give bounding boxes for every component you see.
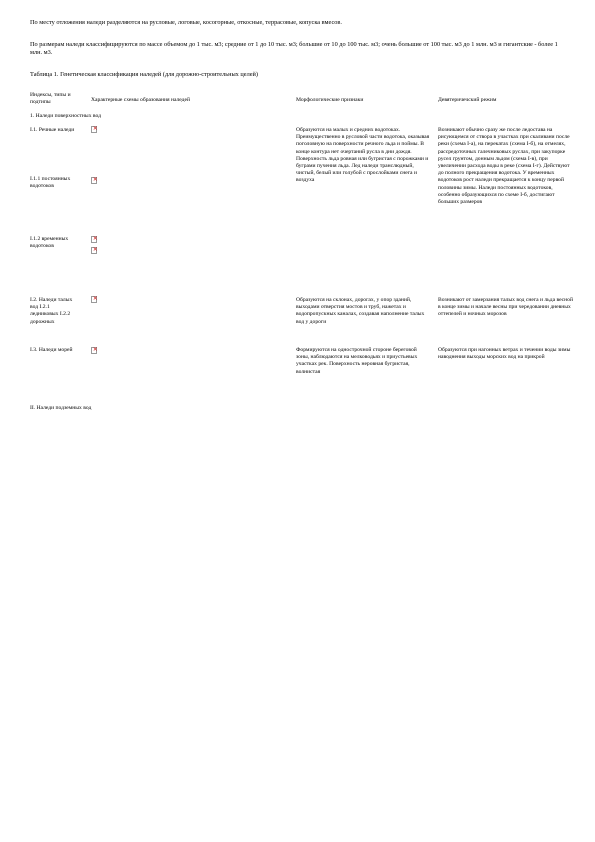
intro-paragraph-1: По месту отложения наледи разделяются на русловые, логовые, косогорные, откосные, террасовые, копуска вмесов. — [30, 19, 342, 26]
header-morphology: Морфологические признаки — [296, 97, 364, 103]
broken-image-icon — [91, 177, 97, 184]
broken-image-icon — [91, 247, 97, 254]
row-label-sea-icings: I.3. Наледи морей — [30, 347, 73, 353]
row-label-river-icings: I.1. Речные наледи — [30, 127, 75, 133]
broken-image-icon — [91, 236, 97, 243]
intro-paragraph-2: По размерам наледи классифицируются по массе объемом до 1 тыс. м3; средние от 1 до 10 тыс. м3; большие от 10 до 100 тыс. м3; очень большие от 100 тыс. м3 до 1 млн. м3 и гигантские - более 1 млн. м3. — [30, 41, 558, 56]
morphology-river-icings: Образуются на малых и средних водотоках. Преимущественно в русловой части водотока, оказывая поголовную на поверхности речного льда и поймы. В конце контура нет очертаний русла в дни дождя. Поверхность льда ровная или бугристая с порожками и буграми пучения льда. Лед наледи транслюдный, чистый, белый или голубой с прослойками снега и воздуха — [296, 127, 430, 184]
regime-meltwater-icings: Возникают от замерзания талых вод снега и льда весной в конце зимы и начале весны при чередовании дневных оттепелей и ночных морозов — [438, 297, 573, 318]
broken-image-icon — [91, 347, 97, 354]
section-surface-water: 1. Наледи поверхностных вод — [30, 113, 101, 119]
morphology-meltwater-icings: Образуются на склонах, дорогах, у опор зданий, выходами отверстия мостов и труб, нажетах и водопропускных каналах, создавая наполнение талых вод у дороги — [296, 297, 425, 325]
section-groundwater: II. Наледи подземных вод — [30, 405, 92, 411]
morphology-sea-icings: Формируются на однострочной стороне береговой зоны, наблюдаются на мелководьях и приустьевых участках рек. Поверхность неровная бугристая, волнистая — [296, 347, 418, 375]
row-label-meltwater-icings: I.2. Наледи талых вод I.2.1 ледниковых I.2.2 дорожных — [30, 297, 73, 325]
row-label-temporary-streams: I.1.2 временных водотоков — [30, 236, 69, 250]
regime-river-icings: Возникают обычно сразу же после ледостава на рисующемся от створа в участках при скаливани после реки (схема I-а), на перекатах (схема I-б), на отмелях, рассредоточных галечниковых руслах, при закупорке русел грунтом, донным льдом (схема I-в), при увеличении расхода воды в реке (схема I-г). Действуют до полного прекращения водотока. У временных водотоков рост наледи прекращается к концу первой половины зимы. Наледи постоянных водотоков, особенно образующихся по схеме I-б, достигают больших размеров — [438, 127, 570, 206]
header-regime: Девятеричечский режим — [438, 97, 497, 103]
header-indices: Индексы, типы и подтипы — [30, 92, 71, 106]
header-schemes: Характерные схемы образования наледей — [91, 97, 191, 103]
broken-image-icon — [91, 296, 97, 303]
regime-sea-icings: Образуются при нагонных ветрах и течении воды зимы наводнения выходы морских вод на прикрой — [438, 347, 571, 361]
row-label-permanent-streams: I.1.1 постоянных водотоков — [30, 176, 71, 190]
broken-image-icon — [91, 126, 97, 133]
table-title: Таблица 1. Генетическая классификация наледей (для дорожно-строительных целей) — [30, 71, 258, 78]
